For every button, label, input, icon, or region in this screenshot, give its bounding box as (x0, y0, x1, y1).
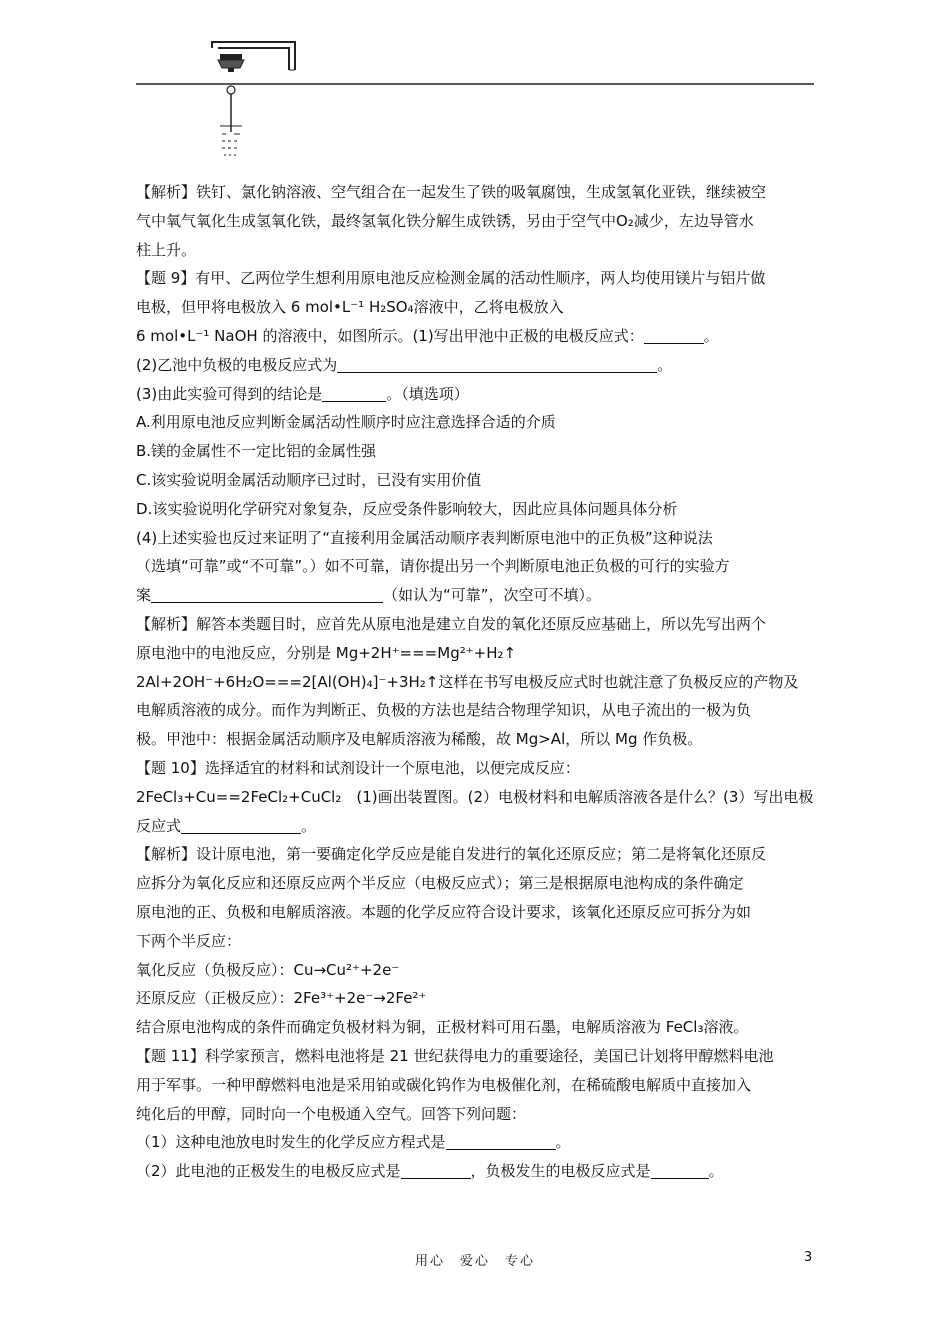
punctuation: 。 (657, 355, 673, 374)
text-line: 应拆分为氧化反应和还原反应两个半反应（电极反应式）；第三是根据原电池构成的条件确定 (136, 874, 744, 893)
answer-blank[interactable] (401, 1160, 471, 1179)
text-line: 【解析】解答本类题目时，应首先从原电池是建立自发的氧化还原反应基础上，所以先写出两个 (136, 614, 767, 633)
text-line (136, 581, 816, 610)
footer-motto: 用心 爱心 专心 (414, 1254, 535, 1269)
punctuation: 。 (708, 1162, 724, 1181)
text-line (136, 380, 816, 409)
question-text: （如认为“可靠”，次空可不填）。 (383, 586, 602, 605)
question-text: 6 mol•L⁻¹ NaOH 的溶液中，如图所示。(1)写出甲池中正极的电极反应式： (136, 326, 644, 345)
text-line: 电解质溶液的成分。而作为判断正、负极的方法也是结合物理学知识，从电子流出的一极为负 (136, 701, 752, 720)
answer-blank[interactable] (446, 1131, 556, 1150)
text-line: 下两个半反应： (136, 931, 242, 950)
text-line: 结合原电池构成的条件而确定负极材料为铜，正极材料可用石墨，电解质溶液为 FeCl₃溶液。 (136, 1018, 749, 1037)
text-line (136, 812, 816, 841)
answer-blank[interactable] (322, 383, 386, 402)
document-body (136, 178, 816, 1186)
question-text: 反应式 (136, 816, 182, 835)
apparatus-diagram (130, 28, 820, 168)
page-number: 3 (804, 1250, 813, 1265)
answer-blank[interactable] (151, 584, 383, 603)
option-a: A.利用原电池反应判断金属活动性顺序时应注意选择合适的介质 (136, 413, 556, 432)
text-line: 原电池的正、负极和电解质溶液。本题的化学反应符合设计要求，该氧化还原反应可拆分为如 (136, 902, 752, 921)
text-line: 还原反应（正极反应）：2Fe³⁺+2e⁻→2Fe²⁺ (136, 989, 427, 1008)
answer-blank[interactable] (181, 815, 301, 834)
text-line: 原电池中的电池反应，分别是 Mg+2H⁺===Mg²⁺+H₂↑ (136, 643, 517, 662)
option-c: C.该实验说明金属活动顺序已过时，已没有实用价值 (136, 470, 482, 489)
text-line: 极。甲池中：根据金属活动顺序及电解质溶液为稀酸，故 Mg>Al，所以 Mg 作负极。 (136, 730, 703, 749)
text-line: 气中氧气氧化生成氢氧化铁，最终氢氧化铁分解生成铁锈，另由于空气中O₂减少，左边导管水 (136, 211, 754, 230)
text-line: 【题 10】选择适宜的材料和试剂设计一个原电池，以便完成反应： (136, 758, 580, 777)
question-text: 案 (136, 586, 152, 605)
text-line: 柱上升。 (136, 240, 197, 259)
answer-blank[interactable] (651, 1160, 709, 1179)
question-text: 。（填选项） (386, 384, 469, 403)
punctuation: 。 (555, 1133, 571, 1152)
question-text: (3)由此实验可得到的结论是 (136, 384, 323, 403)
text-line: 【题 9】有甲、乙两位学生想利用原电池反应检测金属的活动性顺序，两人均使用镁片与铝片做 (136, 269, 766, 288)
punctuation: 。 (703, 326, 719, 345)
punctuation: 。 (301, 816, 317, 835)
text-line: 2FeCl₃+Cu==2FeCl₂+CuCl₂ (1)画出装置图。(2）电极材料和电解质溶液各是什么？(3）写出电极 (136, 787, 814, 806)
option-b: B.镁的金属性不一定比铝的金属性强 (136, 442, 377, 461)
text-line (136, 351, 816, 380)
text-line: （选填“可靠”或“不可靠”。）如不可靠，请你提出另一个判断原电池正负极的可行的实验方 (136, 557, 730, 576)
text-line (136, 1157, 816, 1186)
text-line (136, 1128, 816, 1157)
answer-blank[interactable] (644, 325, 704, 344)
text-line: (4)上述实验也反过来证明了“直接利用金属活动顺序表判断原电池中的正负极”这种说法 (136, 528, 713, 547)
text-line: 氧化反应（负极反应）：Cu→Cu²⁺+2e⁻ (136, 960, 400, 979)
text-line: 【解析】设计原电池，第一要确定化学反应是能自发进行的氧化还原反应；第二是将氧化还原反 (136, 845, 767, 864)
question-text: （2）此电池的正极发生的电极反应式是 (136, 1162, 401, 1181)
question-text: （1）这种电池放电时发生的化学反应方程式是 (136, 1133, 446, 1152)
question-text: (2)乙池中负极的电极反应式为 (136, 355, 338, 374)
text-line: 电极，但甲将电极放入 6 mol•L⁻¹ H₂SO₄溶液中，乙将电极放入 (136, 298, 564, 317)
answer-blank[interactable] (337, 354, 657, 373)
text-line: 2Al+2OH⁻+6H₂O===2[Al(OH)₄]⁻+3H₂↑这样在书写电极反应式时也就注意了负极反应的产物及 (136, 672, 799, 691)
option-d: D.该实验说明化学研究对象复杂，反应受条件影响较大，因此应具体问题具体分析 (136, 499, 678, 518)
text-line: 【题 11】科学家预言，燃料电池将是 21 世纪获得电力的重要途径，美国已计划将甲醇燃料电池 (136, 1046, 774, 1065)
text-line (136, 322, 816, 351)
text-line: 用于军事。一种甲醇燃料电池是采用铂或碳化钨作为电极催化剂，在稀硫酸电解质中直接加入 (136, 1075, 752, 1094)
question-text: ，负极发生的电极反应式是 (470, 1162, 651, 1181)
text-line: 纯化后的甲醇，同时向一个电极通入空气。回答下列问题： (136, 1104, 527, 1123)
text-line: 【解析】铁钉、氯化钠溶液、空气组合在一起发生了铁的吸氧腐蚀，生成氢氧化亚铁，继续被空 (136, 183, 767, 201)
